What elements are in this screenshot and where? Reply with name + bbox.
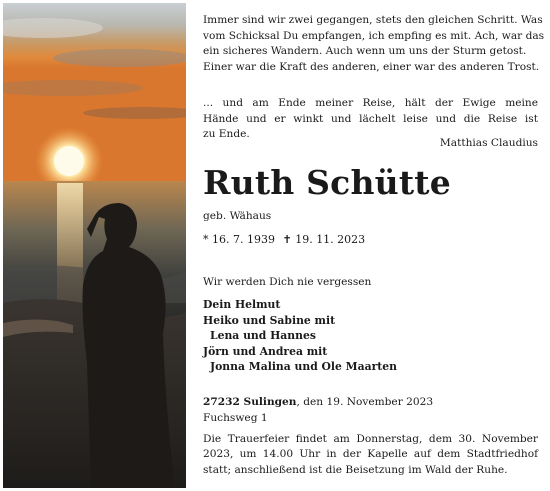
note-line: 2023, um 14.00 Uhr in der Kapelle auf dem Stadtfriedhof	[203, 448, 538, 461]
quote-line: ... und am Ende meiner Reise, hält der Ewige meine	[203, 97, 538, 109]
mourner-line: Dein Helmut	[203, 298, 281, 311]
mourner-line: Jörn und Andrea mit	[203, 344, 328, 358]
city: 27232 Sulingen	[203, 396, 297, 408]
place-date	[203, 395, 538, 411]
mourners-intro: Wir werden Dich nie vergessen	[203, 276, 372, 288]
maiden-name: geb. Wähaus	[203, 210, 272, 222]
sunset-photo	[3, 3, 186, 488]
mourners-list	[203, 297, 538, 375]
quote-author: Matthias Claudius	[439, 137, 538, 149]
quote-line: zu Ende.	[203, 128, 250, 141]
mourner-line: Lena und Hannes	[210, 329, 316, 342]
address-block	[203, 395, 538, 426]
poem-stanza	[203, 13, 545, 75]
poem-line: ein sicheres Wandern. Auch wenn um uns der Sturm getost.	[203, 45, 527, 58]
quote-stanza	[203, 96, 538, 143]
life-dates	[203, 233, 538, 246]
poem-line: Einer war die Kraft des anderen, einer war des anderen Trost.	[203, 60, 540, 73]
deceased-name: Ruth Schütte	[203, 163, 451, 202]
note-line: Die Trauerfeier findet am Donnerstag, dem 30. November	[203, 433, 538, 445]
street: Fuchsweg 1	[203, 411, 268, 424]
note-line: statt; anschließend ist die Beisetzung im Wald der Ruhe.	[203, 463, 508, 476]
death-date: ✝ 19. 11. 2023	[282, 233, 366, 246]
mourner-line: Heiko und Sabine mit	[203, 313, 336, 327]
birth-date: * 16. 7. 1939	[203, 233, 275, 246]
funeral-note	[203, 432, 538, 478]
poem-line: Immer sind wir zwei gegangen, stets den gleichen Schritt. Was	[203, 14, 543, 26]
mourner-line: Jonna Malina und Ole Maarten	[210, 360, 398, 373]
quote-line: Hände und er winkt und lächelt leise und die Reise ist	[203, 112, 538, 125]
poem-line: vom Schicksal Du empfangen, ich empfing es mit. Ach, war das	[203, 29, 545, 42]
date: , den 19. November 2023	[296, 396, 434, 408]
